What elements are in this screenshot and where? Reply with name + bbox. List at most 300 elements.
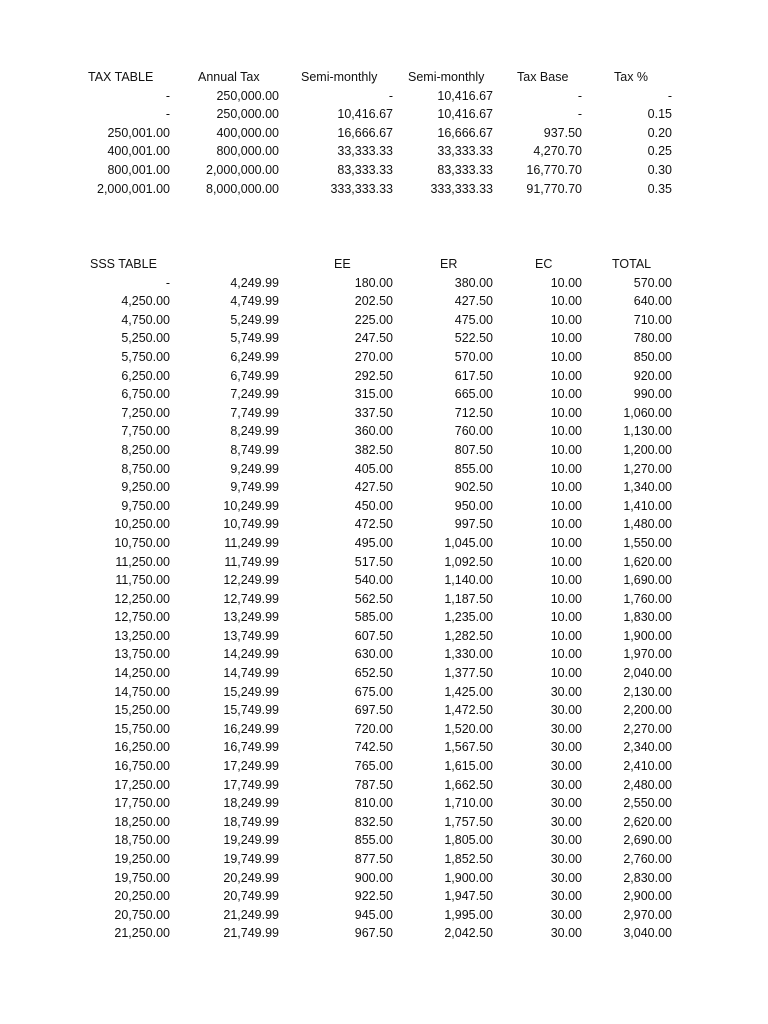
table-cell: 1,140.00 xyxy=(444,573,493,588)
table-cell: 1,340.00 xyxy=(623,480,672,495)
header-row xyxy=(0,255,768,274)
table-cell: 10.00 xyxy=(550,610,582,625)
table-cell: 1,830.00 xyxy=(623,610,672,625)
table-cell: 16,666.67 xyxy=(337,125,393,140)
table-cell: 787.50 xyxy=(354,777,393,792)
column-header: EC xyxy=(535,257,553,271)
table-cell: 1,187.50 xyxy=(444,591,493,606)
table-cell: 30.00 xyxy=(550,740,582,755)
table-cell: 13,249.99 xyxy=(223,610,279,625)
table-cell: 760.00 xyxy=(454,424,493,439)
table-cell: 30.00 xyxy=(550,814,582,829)
table-row xyxy=(0,553,768,572)
table-cell: 1,425.00 xyxy=(444,684,493,699)
table-cell: 810.00 xyxy=(354,796,393,811)
table-cell: 21,250.00 xyxy=(114,926,170,941)
table-row xyxy=(0,776,768,795)
table-row xyxy=(0,311,768,330)
table-row xyxy=(0,404,768,423)
table-cell: - xyxy=(165,88,170,103)
table-cell: 1,615.00 xyxy=(444,759,493,774)
table-cell: 697.50 xyxy=(354,703,393,718)
table-cell: 6,250.00 xyxy=(121,368,170,383)
table-cell: 4,750.00 xyxy=(121,312,170,327)
table-row xyxy=(0,794,768,813)
column-header: Semi-monthly xyxy=(301,70,378,84)
table-cell: 10.00 xyxy=(550,349,582,364)
table-cell: 12,749.99 xyxy=(223,591,279,606)
table-row xyxy=(0,720,768,739)
table-cell: 1,620.00 xyxy=(623,554,672,569)
table-cell: 997.50 xyxy=(454,517,493,532)
table-cell: 19,750.00 xyxy=(114,870,170,885)
sss-table xyxy=(0,255,768,943)
table-cell: 13,250.00 xyxy=(114,628,170,643)
table-cell: 522.50 xyxy=(454,331,493,346)
table-cell: 1,852.50 xyxy=(444,852,493,866)
table-cell: 17,750.00 xyxy=(114,796,170,811)
table-cell: 30.00 xyxy=(550,852,582,866)
column-header: SSS TABLE xyxy=(90,257,157,271)
table-cell: 30.00 xyxy=(550,907,582,922)
column-header: EE xyxy=(334,257,351,271)
table-row xyxy=(0,627,768,646)
table-cell: 83,333.33 xyxy=(337,162,393,177)
table-row xyxy=(0,757,768,776)
table-row xyxy=(0,422,768,441)
table-cell: 20,749.99 xyxy=(223,889,279,904)
table-cell: 11,249.99 xyxy=(224,535,279,550)
table-cell: 570.00 xyxy=(633,275,672,290)
table-cell: 2,200.00 xyxy=(623,703,672,718)
table-cell: 11,749.99 xyxy=(224,554,279,569)
table-cell: 9,749.99 xyxy=(230,480,279,495)
table-cell: 270.00 xyxy=(354,349,393,364)
table-row xyxy=(0,348,768,367)
table-cell: 0.25 xyxy=(647,144,672,159)
table-cell: 30.00 xyxy=(550,721,582,736)
table-cell: 0.15 xyxy=(647,107,672,122)
table-cell: 0.30 xyxy=(647,162,672,177)
table-cell: 495.00 xyxy=(354,535,393,550)
table-cell: 1,900.00 xyxy=(444,870,493,885)
table-cell: 30.00 xyxy=(550,777,582,792)
table-cell: 13,750.00 xyxy=(114,647,170,662)
column-header: ER xyxy=(440,257,458,271)
table-cell: 1,045.00 xyxy=(444,535,493,550)
table-cell: 14,750.00 xyxy=(114,684,170,699)
table-cell: 202.50 xyxy=(354,294,393,309)
table-cell: 6,249.99 xyxy=(230,349,279,364)
table-cell: 10.00 xyxy=(550,554,582,569)
table-row xyxy=(0,664,768,683)
table-cell: 21,249.99 xyxy=(223,907,279,922)
table-cell: 517.50 xyxy=(354,554,393,569)
table-cell: 2,480.00 xyxy=(623,777,672,792)
table-cell: 9,250.00 xyxy=(121,480,170,495)
table-row xyxy=(0,478,768,497)
table-cell: 2,340.00 xyxy=(623,740,672,755)
table-cell: 2,130.00 xyxy=(623,684,672,699)
table-cell: 990.00 xyxy=(633,387,672,402)
table-cell: 710.00 xyxy=(633,312,672,327)
table-row xyxy=(0,571,768,590)
table-cell: 2,410.00 xyxy=(623,759,672,774)
table-cell: 7,250.00 xyxy=(121,405,170,420)
table-cell: 475.00 xyxy=(454,312,493,327)
table-cell: 19,250.00 xyxy=(114,852,170,866)
table-cell: 10.00 xyxy=(550,461,582,476)
table-cell: 17,749.99 xyxy=(223,777,279,792)
table-cell: 6,749.99 xyxy=(230,368,279,383)
table-cell: 1,200.00 xyxy=(623,442,672,457)
column-header: Tax Base xyxy=(517,70,569,84)
table-cell: 937.50 xyxy=(543,125,582,140)
table-row xyxy=(0,534,768,553)
table-cell: 30.00 xyxy=(550,870,582,885)
table-cell: 540.00 xyxy=(354,573,393,588)
table-cell: 10.00 xyxy=(550,535,582,550)
table-cell: 5,250.00 xyxy=(121,331,170,346)
table-cell: 10.00 xyxy=(550,387,582,402)
table-row xyxy=(0,869,768,888)
header-row xyxy=(0,68,768,87)
table-cell: 902.50 xyxy=(454,480,493,495)
table-cell: 855.00 xyxy=(354,833,393,848)
table-cell: 30.00 xyxy=(550,926,582,941)
table-cell: 9,750.00 xyxy=(121,498,170,513)
table-cell: 472.50 xyxy=(354,517,393,532)
table-cell: 7,249.99 xyxy=(230,387,279,402)
table-row xyxy=(0,292,768,311)
table-cell: 11,750.00 xyxy=(115,573,170,588)
table-cell: 18,249.99 xyxy=(223,796,279,811)
table-cell: 5,249.99 xyxy=(230,312,279,327)
table-cell: 10.00 xyxy=(550,628,582,643)
table-cell: 20,249.99 xyxy=(223,870,279,885)
table-cell: 1,410.00 xyxy=(623,498,672,513)
table-cell: 607.50 xyxy=(354,628,393,643)
table-cell: 855.00 xyxy=(454,461,493,476)
table-cell: 742.50 xyxy=(354,740,393,755)
table-cell: 20,250.00 xyxy=(114,889,170,904)
table-cell: 10.00 xyxy=(550,517,582,532)
table-cell: 250,000.00 xyxy=(216,88,279,103)
table-row xyxy=(0,274,768,293)
table-cell: 14,250.00 xyxy=(114,666,170,681)
table-cell: 6,750.00 xyxy=(121,387,170,402)
table-cell: 8,749.99 xyxy=(230,442,279,457)
table-cell: 13,749.99 xyxy=(223,628,279,643)
table-cell: 19,249.99 xyxy=(223,833,279,848)
table-cell: - xyxy=(165,275,170,290)
table-cell: 10,749.99 xyxy=(223,517,279,532)
table-row xyxy=(0,367,768,386)
table-cell: 18,750.00 xyxy=(114,833,170,848)
table-cell: 570.00 xyxy=(454,349,493,364)
table-cell: 1,995.00 xyxy=(444,907,493,922)
table-cell: 800,001.00 xyxy=(107,162,170,177)
table-cell: 10.00 xyxy=(550,294,582,309)
table-cell: 675.00 xyxy=(354,684,393,699)
table-cell: 5,750.00 xyxy=(121,349,170,364)
table-cell: 2,970.00 xyxy=(623,907,672,922)
table-cell: 333,333.33 xyxy=(430,181,493,196)
table-cell: 1,092.50 xyxy=(444,554,493,569)
table-cell: 2,620.00 xyxy=(623,814,672,829)
table-cell: 2,000,000.00 xyxy=(206,162,279,177)
table-cell: 400,001.00 xyxy=(107,144,170,159)
table-cell: 405.00 xyxy=(354,461,393,476)
table-row xyxy=(0,887,768,906)
table-cell: 427.50 xyxy=(354,480,393,495)
table-cell: 14,749.99 xyxy=(223,666,279,681)
table-cell: 2,690.00 xyxy=(623,833,672,848)
table-row xyxy=(0,813,768,832)
table-cell: 10,416.67 xyxy=(437,88,493,103)
table-cell: 33,333.33 xyxy=(437,144,493,159)
table-cell: 382.50 xyxy=(354,442,393,457)
table-cell: 12,249.99 xyxy=(223,573,279,588)
table-cell: 4,749.99 xyxy=(230,294,279,309)
table-row xyxy=(0,460,768,479)
table-cell: 30.00 xyxy=(550,889,582,904)
table-cell: 16,750.00 xyxy=(114,759,170,774)
table-cell: 30.00 xyxy=(550,759,582,774)
column-header: TAX TABLE xyxy=(88,70,154,84)
table-row xyxy=(0,683,768,702)
table-cell: - xyxy=(667,88,672,103)
table-cell: 1,060.00 xyxy=(623,405,672,420)
table-row xyxy=(0,738,768,757)
table-cell: - xyxy=(577,107,582,122)
table-cell: 16,250.00 xyxy=(114,740,170,755)
table-cell: 1,710.00 xyxy=(444,796,493,811)
table-cell: 250,001.00 xyxy=(107,125,170,140)
table-row xyxy=(0,924,768,943)
table-cell: 2,040.00 xyxy=(623,666,672,681)
table-cell: 15,750.00 xyxy=(114,721,170,736)
table-cell: 7,749.99 xyxy=(230,405,279,420)
table-cell: 7,750.00 xyxy=(121,424,170,439)
table-cell: 400,000.00 xyxy=(216,125,279,140)
table-cell: 800,000.00 xyxy=(216,144,279,159)
column-header: Tax % xyxy=(614,70,649,84)
table-cell: 16,666.67 xyxy=(437,125,493,140)
table-cell: 1,947.50 xyxy=(444,889,493,904)
table-cell: 1,662.50 xyxy=(444,777,493,792)
table-cell: 10.00 xyxy=(550,368,582,383)
table-cell: 10,750.00 xyxy=(114,535,170,550)
table-row xyxy=(0,87,768,106)
table-cell: 8,750.00 xyxy=(121,461,170,476)
table-cell: 8,249.99 xyxy=(230,424,279,439)
table-cell: 225.00 xyxy=(354,312,393,327)
table-cell: 16,770.70 xyxy=(526,162,582,177)
table-cell: 10.00 xyxy=(550,275,582,290)
table-cell: 1,567.50 xyxy=(444,740,493,755)
table-cell: 10.00 xyxy=(550,666,582,681)
table-cell: 0.20 xyxy=(647,125,672,140)
table-cell: 20,750.00 xyxy=(114,907,170,922)
table-row xyxy=(0,180,768,199)
table-cell: 2,900.00 xyxy=(623,889,672,904)
table-cell: 10.00 xyxy=(550,405,582,420)
table-cell: 10.00 xyxy=(550,573,582,588)
table-row xyxy=(0,329,768,348)
table-cell: 712.50 xyxy=(454,405,493,420)
table-cell: 18,250.00 xyxy=(114,814,170,829)
table-cell: 1,235.00 xyxy=(444,610,493,625)
table-cell: 33,333.33 xyxy=(337,144,393,159)
table-cell: 4,250.00 xyxy=(121,294,170,309)
table-cell: 765.00 xyxy=(354,759,393,774)
table-cell: 19,749.99 xyxy=(223,852,279,866)
table-cell: 17,250.00 xyxy=(114,777,170,792)
table-row xyxy=(0,850,768,869)
table-cell: 315.00 xyxy=(354,387,393,402)
table-cell: 180.00 xyxy=(354,275,393,290)
table-cell: 1,270.00 xyxy=(623,461,672,476)
table-row xyxy=(0,161,768,180)
table-cell: 1,130.00 xyxy=(623,424,672,439)
table-cell: 380.00 xyxy=(454,275,493,290)
table-cell: 10,416.67 xyxy=(337,107,393,122)
table-cell: 900.00 xyxy=(354,870,393,885)
table-cell: 16,749.99 xyxy=(223,740,279,755)
table-row xyxy=(0,645,768,664)
table-cell: 1,690.00 xyxy=(623,573,672,588)
table-cell: 12,750.00 xyxy=(114,610,170,625)
table-cell: 0.35 xyxy=(647,181,672,196)
table-cell: 2,760.00 xyxy=(623,852,672,866)
table-cell: 922.50 xyxy=(354,889,393,904)
table-cell: 333,333.33 xyxy=(330,181,393,196)
table-cell: 1,520.00 xyxy=(444,721,493,736)
table-row xyxy=(0,515,768,534)
table-cell: 2,042.50 xyxy=(444,926,493,941)
table-cell: 1,805.00 xyxy=(444,833,493,848)
column-header: Semi-monthly xyxy=(408,70,485,84)
table-cell: 3,040.00 xyxy=(623,926,672,941)
table-row xyxy=(0,590,768,609)
table-cell: 8,250.00 xyxy=(121,442,170,457)
table-cell: 665.00 xyxy=(454,387,493,402)
table-row xyxy=(0,105,768,124)
table-row xyxy=(0,124,768,143)
table-cell: 10.00 xyxy=(550,442,582,457)
table-cell: 8,000,000.00 xyxy=(206,181,279,196)
table-cell: 30.00 xyxy=(550,684,582,699)
table-cell: 720.00 xyxy=(354,721,393,736)
table-cell: 30.00 xyxy=(550,796,582,811)
table-cell: 1,900.00 xyxy=(623,628,672,643)
table-cell: 967.50 xyxy=(354,926,393,941)
table-cell: 15,249.99 xyxy=(223,684,279,699)
table-cell: 1,377.50 xyxy=(444,666,493,681)
tax-table xyxy=(0,68,768,198)
table-cell: 10.00 xyxy=(550,480,582,495)
table-cell: 1,330.00 xyxy=(444,647,493,662)
table-cell: 337.50 xyxy=(354,405,393,420)
table-row xyxy=(0,831,768,850)
table-cell: 14,249.99 xyxy=(223,647,279,662)
column-header: TOTAL xyxy=(612,257,652,271)
table-cell: 1,550.00 xyxy=(623,535,672,550)
table-row xyxy=(0,497,768,516)
table-cell: - xyxy=(165,107,170,122)
table-cell: 10.00 xyxy=(550,331,582,346)
table-cell: 1,282.50 xyxy=(444,628,493,643)
table-row xyxy=(0,906,768,925)
table-cell: 17,249.99 xyxy=(223,759,279,774)
table-cell: 250,000.00 xyxy=(216,107,279,122)
table-cell: 920.00 xyxy=(633,368,672,383)
table-cell: 780.00 xyxy=(633,331,672,346)
table-cell: - xyxy=(388,88,393,103)
table-cell: 5,749.99 xyxy=(230,331,279,346)
table-cell: 91,770.70 xyxy=(526,181,582,196)
table-cell: 30.00 xyxy=(550,833,582,848)
table-cell: 945.00 xyxy=(354,907,393,922)
table-row xyxy=(0,608,768,627)
table-row xyxy=(0,441,768,460)
table-row xyxy=(0,701,768,720)
table-cell: 360.00 xyxy=(354,424,393,439)
table-cell: 10.00 xyxy=(550,424,582,439)
table-cell: 850.00 xyxy=(633,349,672,364)
column-header: Annual Tax xyxy=(198,70,260,84)
table-cell: 10,250.00 xyxy=(114,517,170,532)
table-cell: 15,749.99 xyxy=(223,703,279,718)
table-cell: 16,249.99 xyxy=(223,721,279,736)
table-row xyxy=(0,142,768,161)
table-cell: 15,250.00 xyxy=(114,703,170,718)
table-row xyxy=(0,385,768,404)
table-cell: 2,550.00 xyxy=(623,796,672,811)
table-cell: 18,749.99 xyxy=(223,814,279,829)
table-cell: - xyxy=(577,88,582,103)
table-cell: 247.50 xyxy=(354,331,393,346)
table-cell: 630.00 xyxy=(354,647,393,662)
table-cell: 12,250.00 xyxy=(114,591,170,606)
table-cell: 950.00 xyxy=(454,498,493,513)
table-cell: 10,249.99 xyxy=(223,498,279,513)
table-cell: 427.50 xyxy=(454,294,493,309)
table-cell: 450.00 xyxy=(354,498,393,513)
table-cell: 10.00 xyxy=(550,312,582,327)
table-cell: 652.50 xyxy=(354,666,393,681)
table-cell: 832.50 xyxy=(354,814,393,829)
table-cell: 10.00 xyxy=(550,591,582,606)
table-cell: 11,250.00 xyxy=(115,554,170,569)
table-cell: 292.50 xyxy=(354,368,393,383)
table-cell: 4,249.99 xyxy=(230,275,279,290)
table-cell: 30.00 xyxy=(550,703,582,718)
table-cell: 585.00 xyxy=(354,610,393,625)
table-cell: 640.00 xyxy=(633,294,672,309)
table-cell: 1,760.00 xyxy=(623,591,672,606)
table-cell: 877.50 xyxy=(354,852,393,866)
table-cell: 10,416.67 xyxy=(437,107,493,122)
table-cell: 2,830.00 xyxy=(623,870,672,885)
table-cell: 21,749.99 xyxy=(223,926,279,941)
table-cell: 1,757.50 xyxy=(444,814,493,829)
table-cell: 83,333.33 xyxy=(437,162,493,177)
table-cell: 1,472.50 xyxy=(444,703,493,718)
table-cell: 2,270.00 xyxy=(623,721,672,736)
table-cell: 562.50 xyxy=(354,591,393,606)
